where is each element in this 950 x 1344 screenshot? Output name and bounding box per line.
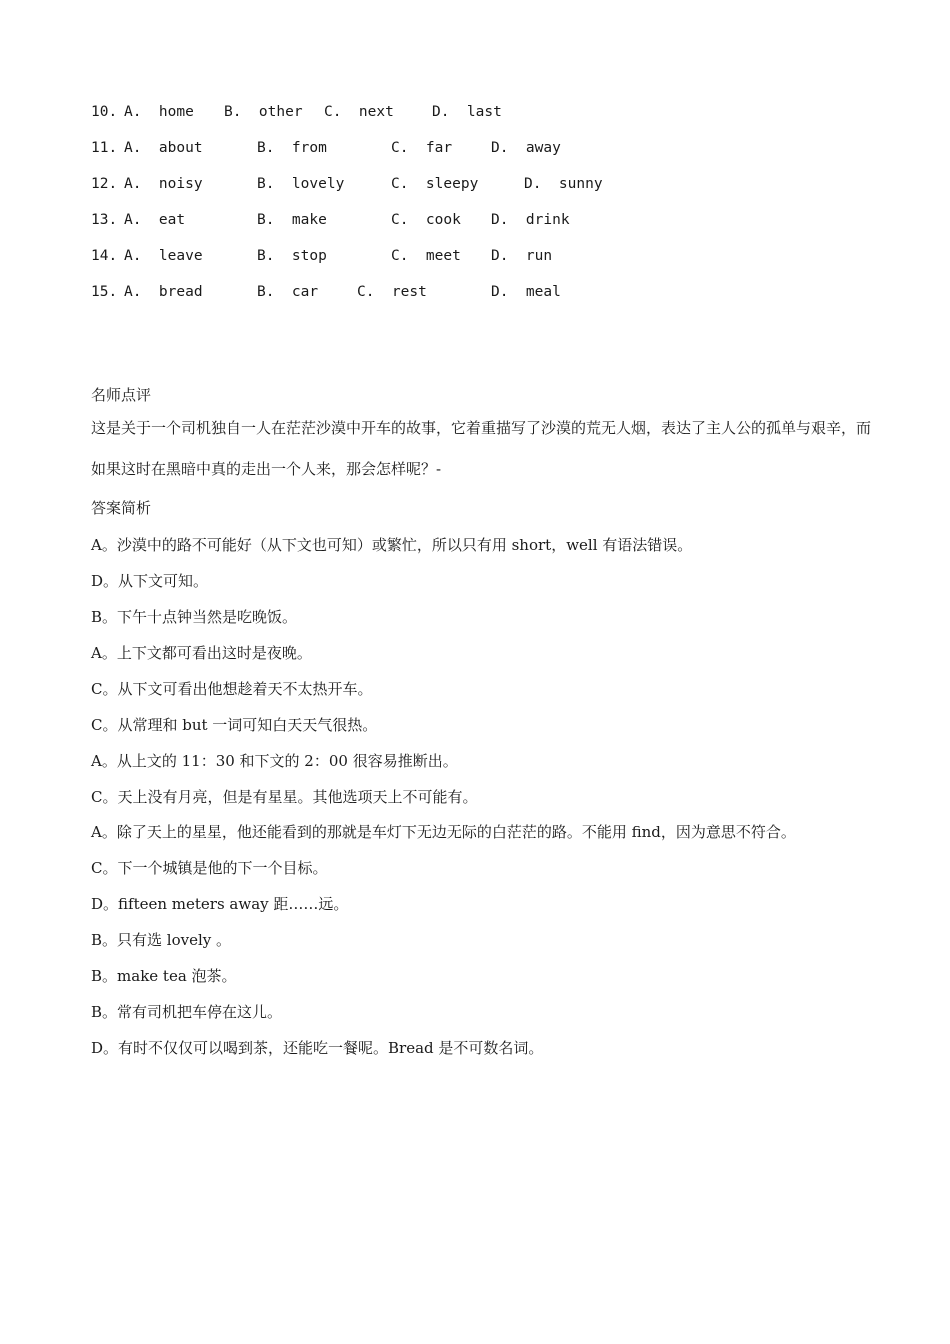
question-row-10 — [91, 104, 502, 124]
option-d: D. run — [491, 248, 553, 264]
option-b: B. car — [257, 284, 319, 300]
option-c: C. cook — [391, 212, 461, 228]
answer-item-4: A。上下文都可看出这时是夜晚。 — [91, 644, 312, 662]
question-number: 13. — [91, 212, 118, 228]
option-b: B. from — [257, 140, 327, 156]
answer-item-7: A。从上文的 11：30 和下文的 2：00 很容易推断出。 — [91, 752, 458, 770]
answer-item-10: C。下一个城镇是他的下一个目标。 — [91, 859, 328, 877]
answer-item-8: C。天上没有月亮，但是有星星。其他选项天上不可能有。 — [91, 788, 478, 806]
question-row-13 — [91, 212, 570, 232]
option-d: D. sunny — [524, 176, 603, 192]
answer-item-11: D。fifteen meters away 距……远。 — [91, 895, 349, 913]
option-a: A. eat — [124, 212, 186, 228]
answer-item-3: B。下午十点钟当然是吃晚饭。 — [91, 608, 298, 626]
question-row-11 — [91, 140, 561, 160]
answer-item-6: C。从常理和 but 一词可知白天天气很热。 — [91, 716, 378, 734]
answer-item-1: A。沙漠中的路不可能好（从下文也可知）或繁忙，所以只有用 short，well 有语法错误。 — [91, 536, 693, 554]
question-row-14 — [91, 248, 553, 268]
option-d: D. meal — [491, 284, 561, 300]
option-a: A. bread — [124, 284, 203, 300]
option-c: C. far — [391, 140, 453, 156]
review-heading: 名师点评 — [91, 386, 152, 404]
question-number: 10. — [91, 104, 118, 120]
question-row-12 — [91, 176, 603, 196]
question-number: 12. — [91, 176, 118, 192]
option-a: A. leave — [124, 248, 203, 264]
answers-heading: 答案简析 — [91, 499, 152, 517]
answer-item-5: C。从下文可看出他想趁着天不太热开车。 — [91, 680, 373, 698]
option-b: B. other — [224, 104, 303, 120]
answer-item-2: D。从下文可知。 — [91, 572, 209, 590]
option-c: C. rest — [357, 284, 427, 300]
question-number: 14. — [91, 248, 118, 264]
option-b: B. lovely — [257, 176, 345, 192]
answer-item-9: A。除了天上的星星，他还能看到的那就是车灯下无边无际的白茫茫的路。不能用 find，因为意思不符合。 — [91, 823, 796, 841]
option-a: A. home — [124, 104, 194, 120]
option-d: D. away — [491, 140, 561, 156]
review-text: 这是关于一个司机独自一人在茫茫沙漠中开车的故事，它着重描写了沙漠的荒无人烟，表达了主人公的孤单与艰辛，而如果这时在黑暗中真的走出一个人来，那会怎样呢？- — [91, 419, 872, 478]
option-c: C. meet — [391, 248, 461, 264]
option-a: A. noisy — [124, 176, 203, 192]
answer-item-14: B。常有司机把车停在这儿。 — [91, 1003, 283, 1021]
question-number: 15. — [91, 284, 118, 300]
question-number: 11. — [91, 140, 118, 156]
option-a: A. about — [124, 140, 203, 156]
question-row-15 — [91, 284, 561, 304]
option-b: B. make — [257, 212, 327, 228]
answer-item-12: B。只有选 lovely 。 — [91, 931, 232, 949]
option-c: C. next — [324, 104, 394, 120]
option-c: C. sleepy — [391, 176, 479, 192]
answer-item-13: B。make tea 泡茶。 — [91, 967, 237, 985]
option-b: B. stop — [257, 248, 327, 264]
answer-item-15: D。有时不仅仅可以喝到茶，还能吃一餐呢。Bread 是不可数名词。 — [91, 1039, 544, 1057]
option-d: D. last — [432, 104, 502, 120]
option-d: D. drink — [491, 212, 570, 228]
